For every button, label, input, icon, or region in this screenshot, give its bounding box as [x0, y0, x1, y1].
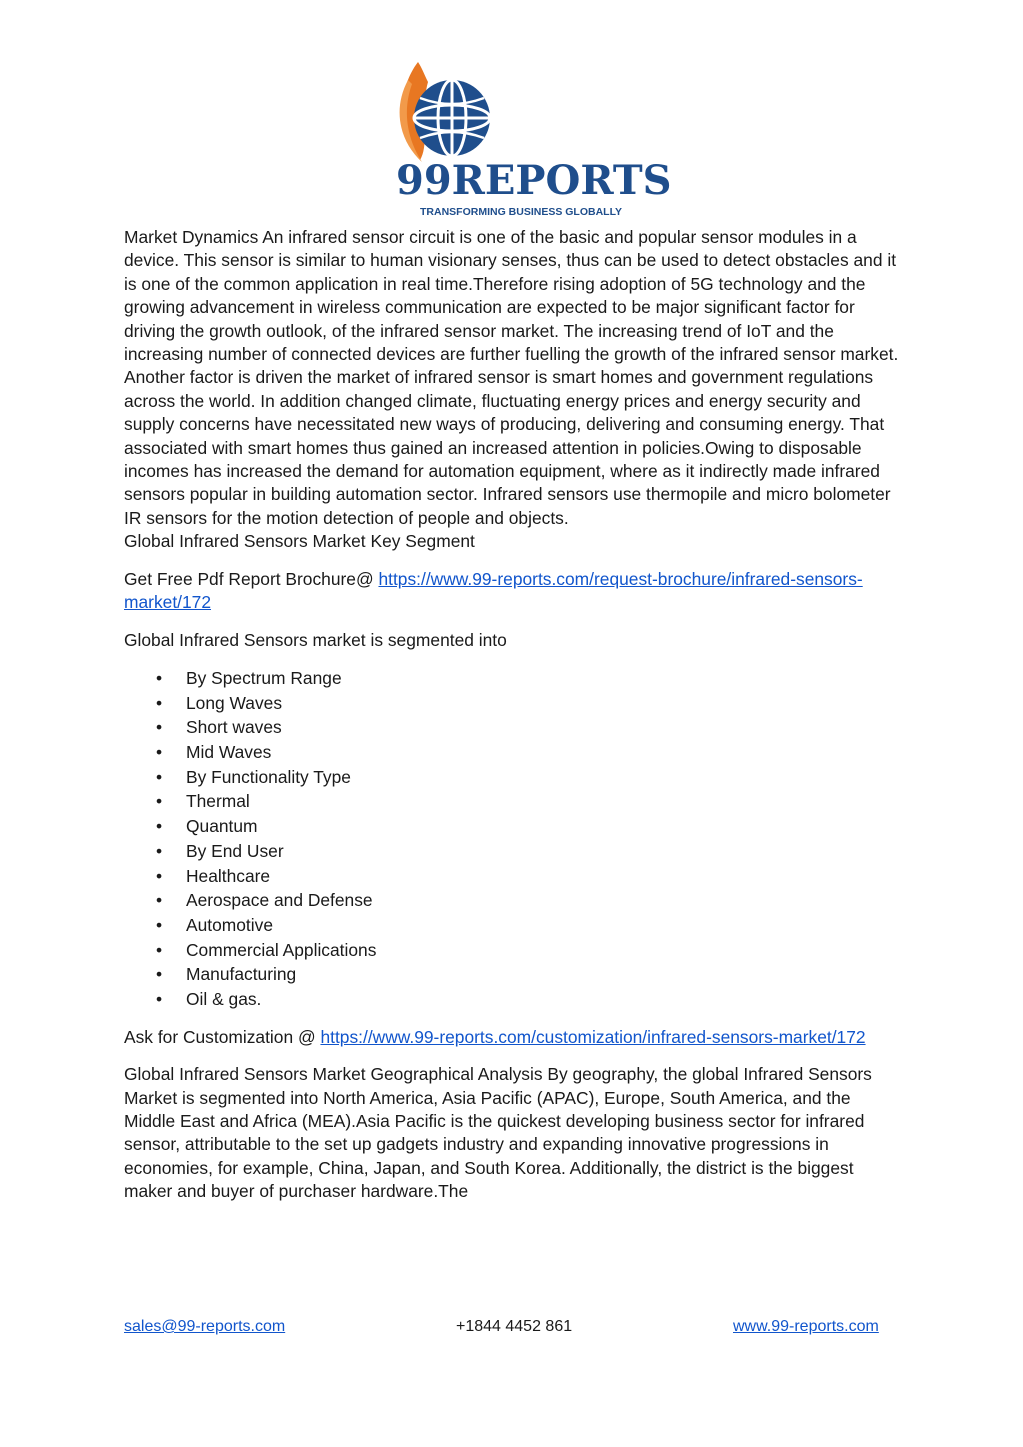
list-item: • By Functionality Type — [124, 765, 904, 790]
list-item: • By End User — [124, 839, 904, 864]
list-item: • Aerospace and Defense — [124, 888, 904, 913]
footer-website-link[interactable]: www.99-reports.com — [733, 1318, 879, 1335]
customization-link[interactable]: https://www.99-reports.com/customization/infrared-sensors-market/172 — [320, 1026, 866, 1047]
list-item: • Automotive — [124, 913, 904, 938]
list-item: • Quantum — [124, 814, 904, 839]
key-segment-heading: Global Infrared Sensors Market Key Segment — [124, 531, 475, 552]
list-item: • Mid Waves — [124, 740, 904, 765]
list-item: • Long Waves — [124, 691, 904, 716]
logo-brand-text: 99REPORTS — [396, 157, 672, 204]
market-dynamics-paragraph: Market Dynamics An infrared sensor circuit is one of the basic and popular sensor modules in a device. This sensor is similar to human visionary senses, thus can be used to detect obstacles and it is one of the common application in real time.Therefore rising adoption of 5G technology and the growing advancement in wireless communication are expected to be major significant factor for driving the growth outlook, of the infrared sensor market. The increasing trend of IoT and the increasing number of connected devices are further fuelling the growth of the infrared sensor market. Another factor is driven the market of infrared sensor is smart homes and government regulations across the world. In addition changed climate, fluctuating energy prices and energy security and supply concerns have necessitated new ways of producing, delivering and consuming energy. That associated with smart homes thus gained an increased attention in policies.Owing to disposable incomes has increased the demand for automation equipment, where as it indirectly made infrared sensors popular in building automation sector. Infrared sensors use thermopile and micro bolometer IR sensors for the motion detection of people and objects. — [124, 227, 899, 528]
customization-label: Ask for Customization @ — [124, 1026, 321, 1047]
logo-tagline: TRANSFORMING BUSINESS GLOBALLY — [420, 206, 623, 218]
company-logo — [390, 60, 672, 225]
list-item: • Thermal — [124, 789, 904, 814]
footer-email-link[interactable]: sales@99-reports.com — [124, 1318, 286, 1335]
page-footer — [0, 1318, 1023, 1342]
list-item: • Oil & gas. — [124, 987, 904, 1012]
customization-line — [124, 1026, 904, 1049]
list-item: • Manufacturing — [124, 962, 904, 987]
segmented-intro: Global Infrared Sensors market is segmented into — [124, 629, 507, 650]
brochure-label: Get Free Pdf Report Brochure@ — [124, 568, 379, 589]
footer-phone: +1844 4452 861 — [456, 1318, 573, 1335]
document-body — [124, 226, 904, 1204]
list-item: • Short waves — [124, 715, 904, 740]
brochure-line — [124, 568, 904, 615]
list-item: • By Spectrum Range — [124, 666, 904, 691]
geographical-analysis-paragraph: Global Infrared Sensors Market Geographical Analysis By geography, the global Infrared Sensors Market is segmented into North America, Asia Pacific (APAC), Europe, South America, and the Middle East and Africa (MEA).Asia Pacific is the quickest developing business sector for infrared sensor, attributable to the set up gadgets industry and expanding innovative progressions in economies, for example, China, Japan, and South Korea. Additionally, the district is the biggest maker and buyer of purchaser hardware.The — [124, 1064, 872, 1202]
brochure-link[interactable]: https://www.99-reports.com/request-brochure/infrared-sensors-market/172 — [124, 568, 863, 613]
list-item: • Healthcare — [124, 864, 904, 889]
segments-list — [124, 666, 904, 1012]
logo-globe-icon — [414, 80, 490, 156]
list-item: • Commercial Applications — [124, 938, 904, 963]
